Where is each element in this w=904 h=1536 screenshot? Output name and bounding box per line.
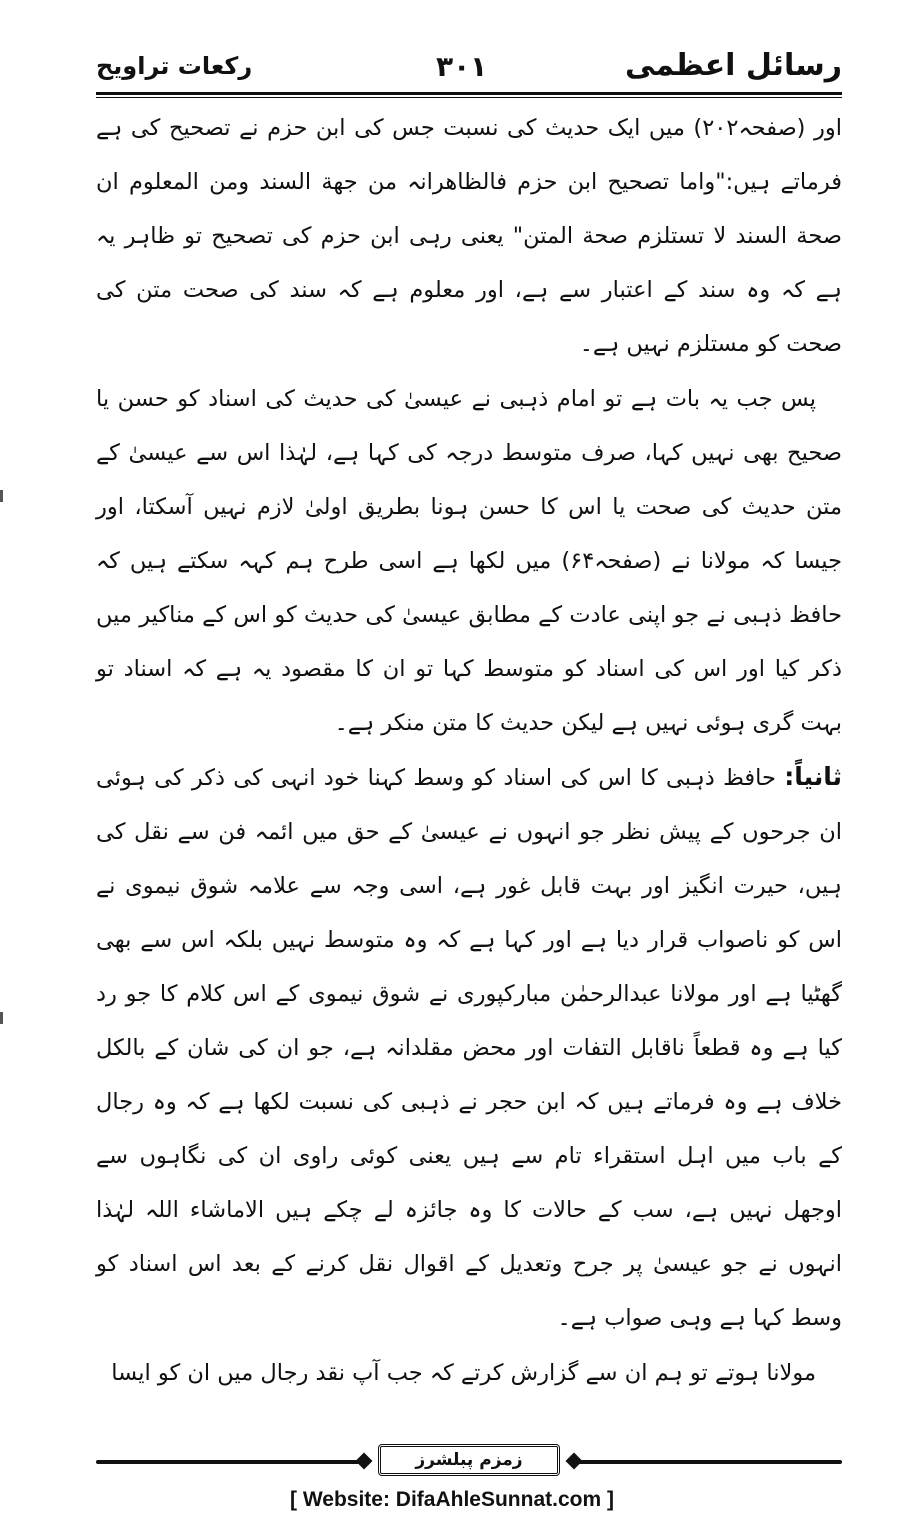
ornament-diamond-icon [356, 1453, 373, 1470]
paragraph-text: اور (صفحہ۲۰۲) میں ایک حدیث کی نسبت جس کی ابن حزم نے تصحیح کی ہے فرماتے ہیں:"واما تصحیح ابن حزم فالظاھرانہ من جھة السند ومن المعلوم ان صحة السند لا تستلزم صحة المتن" یعنی رہی ابن حزم کی تصحیح تو ظاہر یہ ہے کہ وہ سند کے اعتبار سے ہے، اور معلوم ہے کہ سند کی صحت متن کی صحت کو مستلزم نہیں ہے۔ [96, 115, 842, 357]
header-rule [96, 92, 842, 95]
paragraph-text: حافظ ذہبی کا اس کی اسناد کو وسط کہنا خود انہی کی ذکر کی ہوئی ان جرحوں کے پیش نظر جو انہوں نے عیسیٰ کے حق میں ائمہ فن سے نقل کی ہیں، حیرت انگیز اور بہت قابل غور ہے، اسی وجہ سے علامہ شوق نیموی نے اس کو ناصواب قرار دیا ہے اور کہا ہے کہ وہ متوسط نہیں بلکہ اس سے بھی گھٹیا ہے اور مولانا عبدالرحمٰن مبارکپوری نے شوق نیموی کے اس کلام کا جو رد کیا ہے وہ قطعاً ناقابل التفات اور محض مقلدانہ ہے، جو ان کی شان کے بالکل خلاف ہے وہ فرماتے ہیں کہ ابن حجر نے ذہبی کی نسبت لکھا ہے کہ وہ رجال کے باب میں اہل استقراء تام سے ہیں یعنی کوئی راوی ان کی نگاہوں سے اوجھل نہیں ہے، سب کے حالات کا وہ جائزہ لے چکے ہیں الاماشاء اللہ لہٰذا انہوں نے جو عیسیٰ پر جرح وتعدیل کے اقوال نقل کرنے کے بعد اس اسناد کو وسط کہا ہے وہی صواب ہے۔ [96, 765, 842, 1331]
page-number: ۳۰۱ [436, 50, 488, 83]
header-rule-thin [96, 97, 842, 98]
page-body [96, 100, 842, 1440]
scan-edge-mark [0, 1012, 3, 1024]
footer-ornament [96, 1444, 842, 1480]
paragraph-1 [96, 100, 842, 371]
ornament-line [96, 1460, 366, 1464]
paragraph-lead: ثانیاً: [784, 762, 843, 791]
paragraph-3 [96, 750, 842, 1345]
paragraph-4 [96, 1345, 842, 1400]
scan-edge-mark [0, 490, 3, 502]
ornament-line [572, 1460, 842, 1464]
website-footer: [ Website: DifaAhleSunnat.com ] [290, 1488, 614, 1511]
paragraph-text: مولانا ہوتے تو ہم ان سے گزارش کرتے کہ جب آپ نقد رجال میں ان کو ایسا [111, 1360, 816, 1386]
paragraph-text: پس جب یہ بات ہے تو امام ذہبی نے عیسیٰ کی حدیث کی اسناد کو حسن یا صحیح بھی نہیں کہا، صرف متوسط درجہ کی کہا ہے، لہٰذا اس سے عیسیٰ کے متن حدیث کی صحت یا اس کا حسن ہونا بطریق اولیٰ لازم نہیں آسکتا، اور جیسا کہ مولانا نے (صفحہ۶۴) میں لکھا ہے اسی طرح ہم کہہ سکتے ہیں کہ حافظ ذہبی نے جو اپنی عادت کے مطابق عیسیٰ کی حدیث کو اس کے مناکیر میں ذکر کیا اور اس کی اسناد کو متوسط کہا تو ان کا مقصود یہ ہے کہ اسناد تو بہت گری ہوئی نہیں ہے لیکن حدیث کا متن منکر ہے۔ [96, 386, 842, 736]
publisher-label: زمزم پبلشرز [378, 1444, 560, 1476]
chapter-title: رکعات تراویح [96, 52, 253, 80]
book-title: رسائل اعظمی [625, 48, 842, 83]
page-header [96, 44, 842, 94]
paragraph-2 [96, 371, 842, 750]
